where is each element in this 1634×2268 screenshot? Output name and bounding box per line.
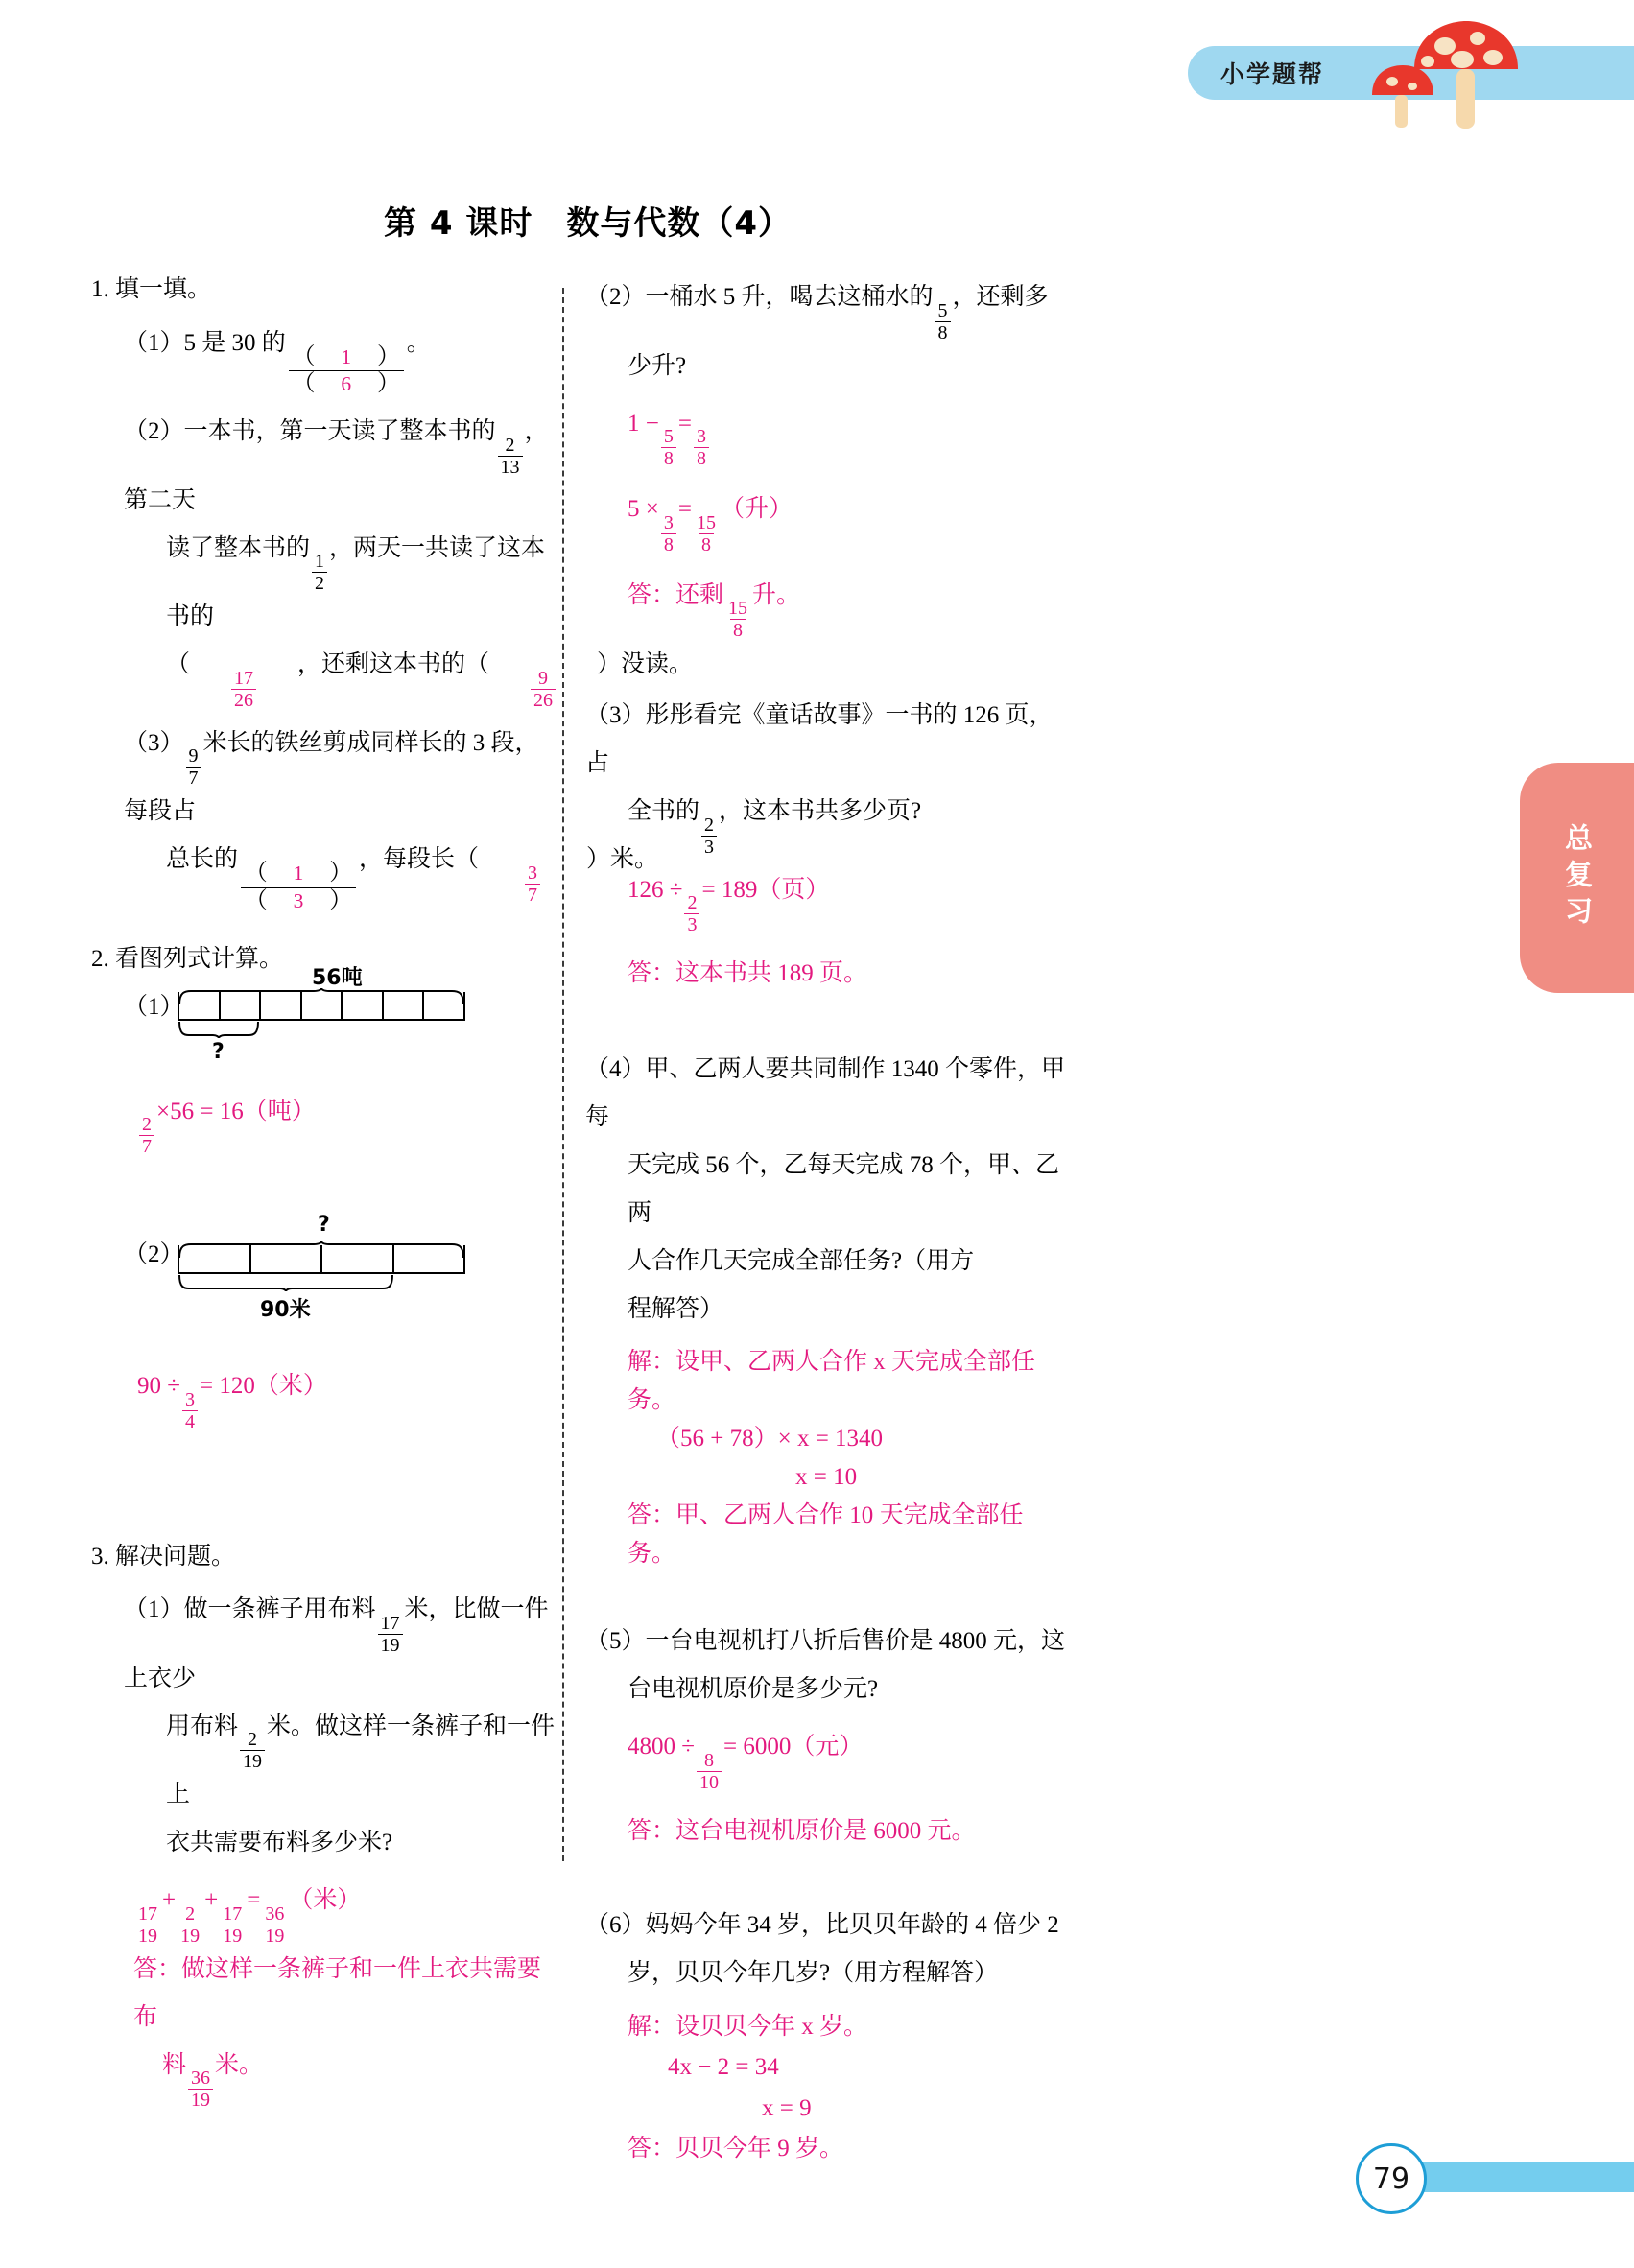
answer-2-1-fraction: $\frac{2}{7}$ <box>139 1115 154 1156</box>
answer-r-3 <box>628 866 1065 999</box>
bar-segment <box>179 992 221 1019</box>
bar-segment <box>261 992 302 1019</box>
q1-2-fraction-1-2: $\frac{1}{2}$ <box>312 552 327 593</box>
q1-2-answer-b: $\frac{9}{26}$ <box>489 641 597 710</box>
qr4-line4: 程解答） <box>628 1296 724 1322</box>
qr3-line1: （3）彤彤看完《童话故事》一书的 126 页，占 <box>585 702 1054 776</box>
q3-1-fraction-17-19: $\frac{17}{19}$ <box>378 1614 403 1655</box>
bar-diagram-1-top-label: 56吨 <box>312 965 363 990</box>
q1-3-fraction-9-7: $\frac{9}{7}$ <box>186 746 201 788</box>
bar-segment <box>322 1245 394 1272</box>
bar-segment <box>343 992 384 1019</box>
side-tab-label: 总复习 <box>1561 823 1594 933</box>
bar-segment <box>394 1245 464 1272</box>
q3-1-line2-pre: 用布料 <box>166 1713 239 1739</box>
answer-r4-line3: x = 10 <box>795 1464 858 1490</box>
q1-1-numerator: 1 <box>341 344 352 368</box>
qr4-line1: （4）甲、乙两人要共同制作 1340 个零件，甲每 <box>585 1056 1066 1130</box>
q3-1-line1-post: 米，比做一件上衣少 <box>124 1596 549 1691</box>
answer-r6-line2: 4x − 2 = 34 <box>668 2054 779 2080</box>
q1-1-text: （1）5 是 30 的 <box>124 329 286 356</box>
section-3-heading: 3. 解决问题。 <box>91 1543 236 1570</box>
q1-2-end: ）没读。 <box>597 651 694 677</box>
question-3-1 <box>124 1586 561 1867</box>
qr6-line2: 岁，贝贝今年几岁?（用方程解答） <box>628 1959 999 1986</box>
right-column <box>585 273 1065 2184</box>
question-1-1 <box>124 319 561 398</box>
answer-r2-line1: 1 − $\frac{5}{8}$ = $\frac{3}{8}$ <box>628 400 1065 469</box>
question-r-5 <box>585 1618 1065 1713</box>
q1-3-line2-pre: 总长的 <box>166 846 239 872</box>
qr2-line1-post: ，还剩多 <box>952 284 1049 310</box>
bar-segment <box>302 992 343 1019</box>
answer-r-6 <box>628 2007 1065 2170</box>
bar-diagram-2-bottom-brace <box>178 1274 394 1291</box>
q1-3-label: （3） <box>124 729 184 756</box>
q1-3-line1-post: 米长的铁丝剪成同样长的 3 段，每段占 <box>124 729 539 824</box>
q1-2-mid: ，还剩这本书的（ <box>297 651 490 677</box>
answer-r5-line2: 答：这台电视机原价是 6000 元。 <box>628 1817 976 1844</box>
answer-r3-line1: 126 ÷ $\frac{2}{3}$ = 189（页） <box>628 876 830 935</box>
answer-3-1-equation: $\frac{17}{19}$ + $\frac{2}{19}$ + $\frac{17}{19}$ = $\frac{36}{19}$ （米） <box>133 1877 561 1946</box>
bar-diagram-1-bar <box>178 992 465 1021</box>
answer-2-2-pre: 90 ÷ <box>137 1373 180 1399</box>
bar-segment <box>251 1245 323 1272</box>
bar-diagram-2-bar <box>178 1245 465 1274</box>
answer-r4-line2: （56 + 78）× x = 1340 <box>656 1426 884 1452</box>
question-1-3 <box>124 720 659 915</box>
qr3-line2-post: ，这本书共多少页? <box>719 798 922 824</box>
q1-2-line2-pre: 读了整本书的 <box>166 534 311 561</box>
q1-3-answer-b: $\frac{3}{7}$ <box>479 836 586 905</box>
answer-3-1-conclusion-line1: 答：做这样一条裤子和一件上衣共需要布 <box>133 1955 542 2030</box>
answer-r6-line4: 答：贝贝今年 9 岁。 <box>628 2136 844 2162</box>
qr4-line2: 天完成 56 个，乙每天完成 78 个，甲、乙两 <box>628 1152 1060 1226</box>
answer-r4-line4: 答：甲、乙两人合作 10 天完成全部任务。 <box>628 1502 1024 1567</box>
column-divider <box>562 288 564 1861</box>
q3-1-fraction-2-19: $\frac{2}{19}$ <box>240 1730 265 1771</box>
bar-diagram-1-bottom-brace <box>178 1021 260 1038</box>
answer-r6-line3: x = 9 <box>762 2094 812 2121</box>
question-r-3 <box>585 692 1065 857</box>
bar-segment <box>384 992 425 1019</box>
q1-2-fraction-2-13: $\frac{2}{13}$ <box>498 436 523 477</box>
qr5-line2: 台电视机原价是多少元? <box>628 1676 879 1702</box>
q1-3-answer-fraction: （ 1 ） （ 3 ） <box>241 861 356 915</box>
question-r-6 <box>585 1902 1065 1997</box>
side-tab-review <box>1520 763 1634 993</box>
qr6-line1: （6）妈妈今年 34 岁，比贝贝年龄的 4 倍少 2 <box>585 1911 1059 1938</box>
answer-r4-line1: 解：设甲、乙两人合作 x 天完成全部任务。 <box>628 1349 1036 1413</box>
q1-2-open-paren: （ <box>166 651 191 677</box>
answer-r5-line1: 4800 ÷ $\frac{8}{10}$ = 6000（元） <box>628 1734 864 1793</box>
qr4-line3: 人合作几天完成全部任务?（用方 <box>628 1248 975 1274</box>
q1-1-denominator: 6 <box>341 372 352 396</box>
answer-r-5 <box>628 1723 1065 1855</box>
header-banner-label: 小学题帮 <box>1220 60 1325 88</box>
question-r-2 <box>585 273 1065 390</box>
answer-r2-line3: 答：还剩 $\frac{15}{8}$ 升。 <box>628 581 801 641</box>
q1-2-line1-pre: （2）一本书，第一天读了整本书的 <box>124 418 496 444</box>
q2-2-label: （2） <box>124 1241 184 1268</box>
bar-diagram-1 <box>178 965 465 1064</box>
answer-2-2-fraction: $\frac{3}{4}$ <box>182 1390 198 1431</box>
q1-2-answer-a: $\frac{17}{26}$ <box>190 641 297 710</box>
answer-r2-line2: 5 × $\frac{3}{8}$ = $\frac{15}{8}$ （升） <box>628 496 793 555</box>
q1-2-line1-tail: ，第二天 <box>124 418 549 513</box>
qr2-fraction-5-8: $\frac{5}{8}$ <box>935 301 951 343</box>
answer-r-4 <box>628 1343 1065 1573</box>
q1-1-period: 。 <box>406 329 431 356</box>
bar-diagram-2 <box>178 1213 465 1322</box>
bar-segment <box>179 1245 251 1272</box>
answer-2-2-tail: = 120（米） <box>199 1373 327 1399</box>
page-title: 第 4 课时 数与代数（4） <box>384 204 792 243</box>
q1-1-answer-fraction: （ 1 ） （ 6 ） <box>289 344 404 399</box>
answer-r6-line1: 解：设贝贝今年 x 岁。 <box>628 2013 868 2040</box>
qr3-fraction-2-3: $\frac{2}{3}$ <box>701 815 717 857</box>
bar-diagram-2-top-label: ? <box>318 1213 330 1237</box>
bar-diagram-2-bottom-label: 90米 <box>260 1298 311 1322</box>
q1-2-line2-post: ，两天一共读了这本书的 <box>166 534 546 629</box>
answer-r3-line2: 答：这本书共 189 页。 <box>628 960 868 986</box>
answer-3-1 <box>133 1877 561 2110</box>
bar-diagram-1-bottom-label: ? <box>212 1039 225 1064</box>
question-r-4 <box>585 1046 1065 1334</box>
section-1-heading: 1. 填一填。 <box>91 276 212 302</box>
q3-1-line1-pre: （1）做一条裤子用布料 <box>124 1596 376 1623</box>
section-2-heading: 2. 看图列式计算。 <box>91 946 284 973</box>
q3-1-line3: 衣共需要布料多少米? <box>166 1830 393 1856</box>
page-number: 79 <box>1356 2143 1427 2214</box>
footer-bar <box>1393 2162 1634 2192</box>
answer-r-2 <box>628 400 1065 641</box>
answer-2-1-tail: ×56 = 16（吨） <box>156 1098 316 1124</box>
answer-2-1 <box>137 1088 561 1157</box>
bar-segment <box>424 992 463 1019</box>
qr5-line1: （5）一台电视机打八折后售价是 4800 元，这 <box>585 1628 1066 1654</box>
qr3-line2-pre: 全书的 <box>628 798 700 824</box>
answer-3-1-conclusion-line2: 料 $\frac{36}{19}$ 米。 <box>162 2051 264 2112</box>
answer-2-2 <box>137 1362 561 1431</box>
q3-1-line2-post: 米。做这样一条裤子和一件上 <box>166 1713 556 1808</box>
q2-1-label: （1） <box>124 994 184 1020</box>
q1-3-line2-mid: ，每段长（ <box>359 846 480 872</box>
qr2-line2: 少升? <box>628 352 687 379</box>
q1-3-line2-end: ）米。 <box>586 846 659 872</box>
bar-segment <box>221 992 262 1019</box>
qr2-line1-pre: （2）一桶水 5 升，喝去这桶水的 <box>585 284 934 310</box>
mushroom-small-icon <box>1369 62 1436 128</box>
